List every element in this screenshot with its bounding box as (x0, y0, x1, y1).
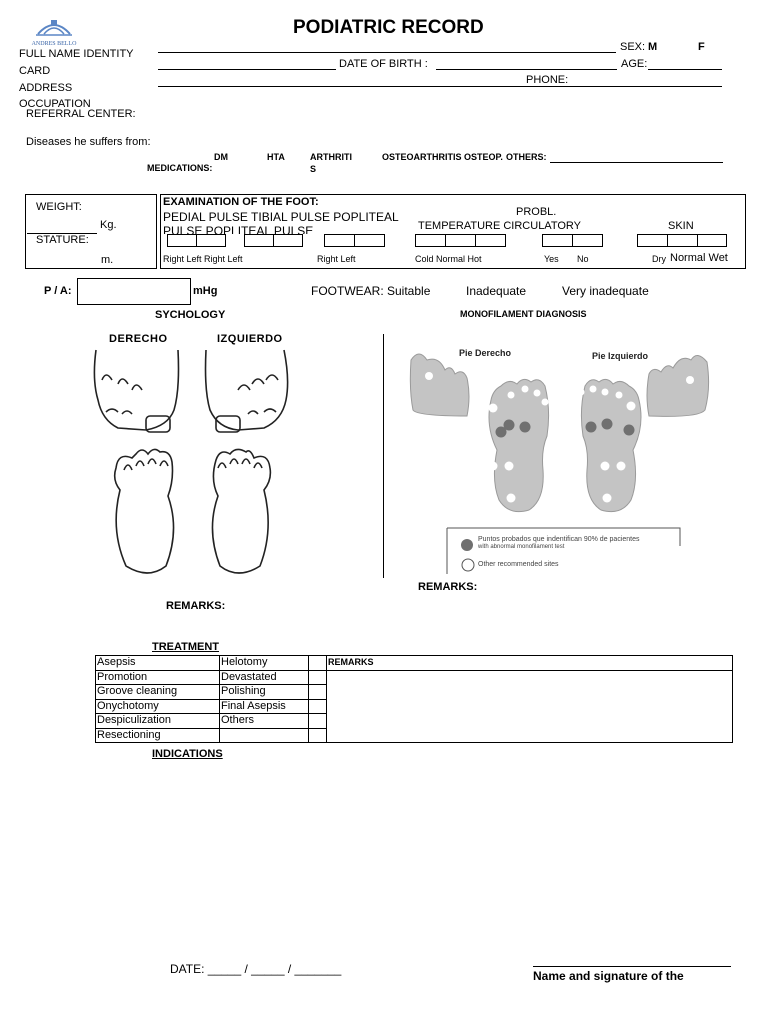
treatment-table (95, 655, 733, 743)
medications-label: MEDICATIONS: (147, 163, 213, 173)
foot-sketches-icon (88, 330, 298, 580)
pa-unit: mHg (193, 285, 218, 297)
treatment-cell[interactable]: Despiculization (96, 714, 220, 729)
disease-dm[interactable]: DM (214, 152, 228, 162)
disease-others-label: OTHERS: (506, 152, 547, 162)
tibial-right-cell[interactable] (244, 234, 274, 247)
address-label: ADDRESS (19, 82, 73, 94)
derecho-label: DERECHO (109, 333, 168, 345)
monofilament-panel (405, 340, 715, 580)
legend-other: Other recommended sites (478, 561, 559, 568)
sex-m[interactable]: M (648, 41, 658, 53)
phone-label: PHONE: (526, 74, 569, 86)
pedial-right-cell[interactable] (167, 234, 197, 247)
disease-hta[interactable]: HTA (267, 152, 285, 162)
treatment-cell[interactable]: Promotion (96, 670, 220, 685)
occupation-label: OCCUPATION (19, 98, 91, 110)
signature-line[interactable] (533, 966, 731, 967)
m-unit: m. (101, 254, 114, 266)
skin-dry-cell[interactable] (637, 234, 668, 247)
treatment-cell[interactable]: Final Asepsis (220, 699, 309, 714)
tibial-left-cell[interactable] (273, 234, 303, 247)
weight-label: WEIGHT: (36, 201, 82, 213)
footwear-suitable[interactable]: FOOTWEAR: Suitable (311, 284, 431, 298)
temp-hot-cell[interactable] (475, 234, 506, 247)
sex-f[interactable]: F (698, 41, 705, 53)
name-label: FULL NAME IDENTITY (19, 48, 134, 60)
logo-emblem-icon (30, 14, 78, 38)
izquierdo-label: IZQUIERDO (217, 333, 283, 345)
circ-yes-cell[interactable] (542, 234, 573, 247)
treatment-cell[interactable]: Onychotomy (96, 699, 220, 714)
pie-derecho-label: Pie Derecho (459, 348, 512, 358)
treatment-cell[interactable]: Asepsis (96, 656, 220, 671)
skin-label: SKIN (668, 220, 694, 232)
popliteal-right-cell[interactable] (324, 234, 355, 247)
dob-line[interactable] (436, 69, 617, 70)
card-line[interactable] (158, 69, 336, 70)
logo-text: ANDRES BELLO (31, 41, 77, 47)
others-line[interactable] (550, 162, 723, 163)
age-line[interactable] (648, 69, 722, 70)
circ-no-cell[interactable] (572, 234, 603, 247)
monofilament-heading: MONOFILAMENT DIAGNOSIS (460, 309, 587, 319)
check-cell[interactable] (309, 685, 327, 700)
sub-right-left-2: Right Left (317, 254, 356, 264)
treatment-cell[interactable]: Helotomy (220, 656, 309, 671)
sex-label: SEX: (620, 41, 646, 53)
treatment-cell[interactable]: Resectioning (96, 728, 220, 743)
kg-unit: Kg. (100, 219, 117, 231)
remarks-left-label: REMARKS: (166, 600, 226, 612)
footwear-inadequate[interactable]: Inadequate (466, 284, 527, 298)
check-cell[interactable] (309, 714, 327, 729)
skin-wet-cell[interactable] (697, 234, 727, 247)
treatment-cell[interactable]: Others (220, 714, 309, 729)
sychology-heading: SYCHOLOGY (155, 309, 226, 321)
popliteal-left-cell[interactable] (354, 234, 385, 247)
pa-input[interactable] (77, 278, 191, 305)
logo (30, 14, 78, 47)
address-line[interactable] (158, 86, 722, 87)
referral-label: REFERRAL CENTER: (26, 108, 136, 120)
diseases-label: Diseases he suffers from: (26, 136, 151, 148)
sub-dry: Dry (652, 254, 666, 264)
check-cell[interactable] (309, 699, 327, 714)
temp-normal-cell[interactable] (445, 234, 476, 247)
name-line[interactable] (158, 52, 616, 53)
check-cell[interactable] (309, 728, 327, 743)
indications-heading: INDICATIONS (152, 748, 223, 760)
temp-circ-label: TEMPERATURE CIRCULATORY (418, 220, 581, 232)
age-label: AGE: (621, 58, 648, 70)
pulses-label-2: PULSE POPLITEAL PULSE (163, 224, 314, 234)
sub-yes: Yes (544, 254, 559, 264)
pa-label: P / A: (44, 285, 72, 297)
treatment-heading: TREATMENT (152, 641, 220, 653)
sub-temp: Cold Normal Hot (415, 254, 482, 264)
table-row (96, 656, 733, 671)
disease-osteo[interactable]: OSTEOARTHRITIS OSTEOP. (382, 152, 503, 162)
dob-label: DATE OF BIRTH : (339, 58, 428, 70)
remarks-header: REMARKS (327, 656, 733, 671)
card-label: CARD (19, 65, 51, 77)
signature-label: Name and signature of the (533, 969, 684, 983)
stature-label: STATURE: (36, 234, 89, 246)
pedial-left-cell[interactable] (196, 234, 226, 247)
legend-abnormal-1: Puntos probados que indentifican 90% de pacientes (478, 536, 640, 543)
treatment-cell[interactable] (220, 728, 309, 743)
remarks-right-label: REMARKS: (418, 581, 478, 593)
disease-arthritis[interactable]: ARTHRITI (310, 152, 352, 162)
skin-normal-cell[interactable] (667, 234, 698, 247)
pulses-label: PEDIAL PULSE TIBIAL PULSE POPLITEAL (163, 210, 399, 224)
remarks-area[interactable] (327, 670, 733, 743)
treatment-cell[interactable]: Devastated (220, 670, 309, 685)
sub-right-left-1: Right Left Right Left (163, 254, 243, 264)
check-cell[interactable] (309, 670, 327, 685)
probl-label: PROBL. (516, 206, 557, 218)
sub-no: No (577, 254, 589, 264)
treatment-cell[interactable]: Polishing (220, 685, 309, 700)
date-field[interactable]: DATE: _____ / _____ / _______ (170, 962, 342, 976)
table-row (96, 670, 733, 685)
temp-cold-cell[interactable] (415, 234, 446, 247)
vertical-divider (383, 334, 384, 578)
check-cell[interactable] (309, 656, 327, 671)
sub-normal-wet: Normal Wet (670, 252, 728, 264)
page-title: PODIATRIC RECORD (293, 17, 484, 38)
legend-abnormal-2: with abnormal monofilament test (478, 544, 565, 550)
pie-izquierdo-label: Pie Izquierdo (592, 351, 649, 361)
treatment-cell[interactable]: Groove cleaning (96, 685, 220, 700)
foot-sketch-panel (88, 330, 298, 580)
footwear-very-inadequate[interactable]: Very inadequate (562, 284, 649, 298)
exam-title: EXAMINATION OF THE FOOT: (163, 196, 319, 208)
disease-arthritis-end: S (310, 164, 317, 174)
